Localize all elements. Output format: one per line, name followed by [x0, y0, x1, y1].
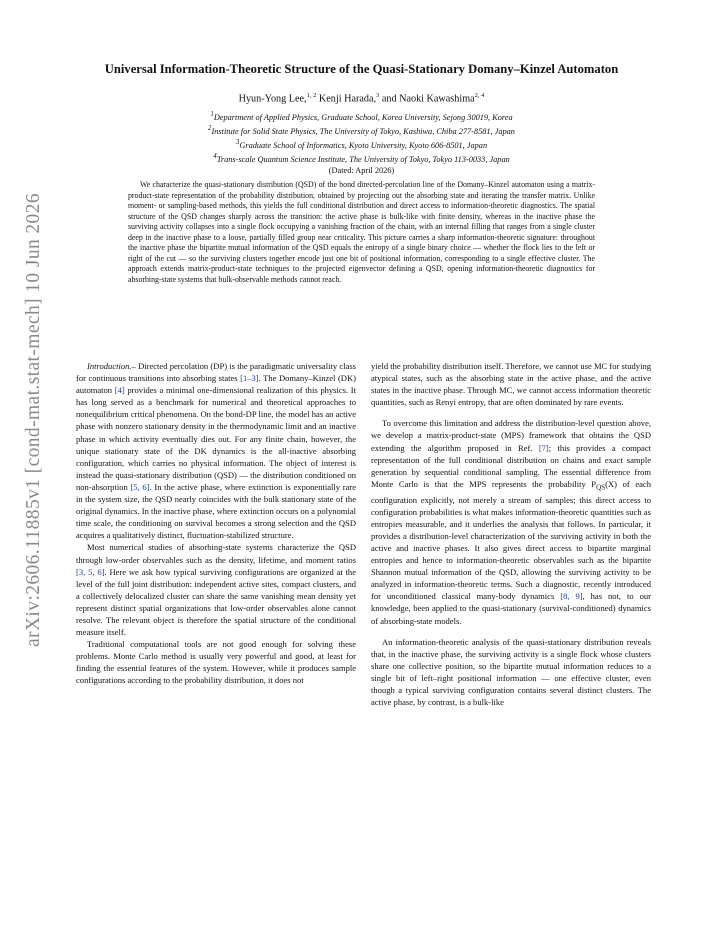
affiliation: [70, 151, 653, 165]
citation-link[interactable]: [7]: [538, 442, 549, 453]
affiliation: [70, 137, 653, 151]
arxiv-sidebar: [8, 0, 60, 932]
right-column: [371, 360, 651, 708]
affiliation: [70, 123, 653, 137]
text-run: . Here we ask how typical surviving configurations are organized at the level of the full joint distribution: independent active sites, compact clusters, and a collectively delocalized cluster can share the same vanishing mean density yet represent distinct spatial organizations that low-order observables alone cannot resolve. The relevant object is therefore the spatial structure of the conditional measure itself.: [76, 566, 357, 638]
text-run: . In the active phase, where extinction is exponentially rare in the system size, the QSD nearly coincides with the bulk stationary state of the original dynamics. In the inactive phase, where extinction occurs on a polynomial time scale, the conditioning on survival becomes a strong selection and the QSD acquires a qualitatively distinct, fluctuation-stabilized structure.: [76, 481, 357, 541]
text-run: . The Domany–Kinzel (DK) automaton: [76, 373, 356, 396]
affiliation-marker: 2: [208, 125, 212, 133]
citation-link[interactable]: [4]: [114, 385, 125, 396]
paper-title: Universal Information-Theoretic Structure of the Quasi-Stationary Domany–Kinzel Automaton: [104, 62, 619, 76]
affiliation-text: Department of Applied Physics, Graduate School, Korea University, Sejong 30019, Korea: [213, 112, 513, 122]
text-run: provides a minimal one-dimensional realization of this physics. It has long served as a benchmark for numerical and theoretical approaches to nonequilibrium critical phenomena. On the bond-DP line, the model has an active phase with nonzero stationary density in the thermodynamic limit and an inactive phase in which activity eventually dies out. For any finite chain, however, the unique stationary state of the DK dynamics is the all-inactive absorbing configuration, which carries no physical information. The object of interest is instead the quasi-stationary distribution (QSD) — the distribution conditioned on non-absorption: [76, 385, 357, 492]
subscript: QS: [596, 483, 606, 492]
affiliation: [70, 109, 653, 123]
arxiv-identifier: arXiv:2606.11885v1 [cond-mat.stat-mech] 10 Jun 2026: [23, 192, 44, 648]
affiliation-text: Trans-scale Quantum Science Institute, The University of Tokyo, Tokyo 113-0033, Japan: [216, 154, 510, 164]
affiliation-text: Graduate School of Informatics, Kyoto University, Kyoto 606-8501, Japan: [239, 140, 488, 150]
abstract: We characterize the quasi-stationary distribution (QSD) of the bond directed-percolation line of the Domany–Kinzel automaton using a matrix-product-state representation of the probability distribution, obtained by projecting out the absorbing state and iterating the transfer matrix. Unlike moment- or sampling-based methods, this yields the full conditional distribution and direct access to information-theoretic diagnostics. The spatial structure of the QSD changes sharply across the transition: the active phase is bulk-like with finite density, whereas in the inactive phase the surviving activity collapses into a single flock occupying a vanishing fraction of the chain, with an internal filling that ranges from a single cluster deep in the inactive phase to a loose, partially filled group near criticality. This picture carries a sharp information-theoretic signature: throughout the inactive phase the bipartite mutual information of the QSD equals the entropy of a single binary choice — whether the flock lies to the left or right of the cut — so the surviving clusters together encode just one bit of positional information, corresponding to a single effective cluster. The approach extends matrix-product-state techniques to the projected eigenvector defining a QSD, opening information-theoretic diagnostics for absorbing-state systems that bulk-observable methods cannot reach.: [128, 180, 595, 284]
citation-link[interactable]: [1–3]: [240, 373, 259, 384]
citation-link[interactable]: [5, 6]: [130, 481, 150, 492]
text-run: To overcome this limitation and address the distribution-level question above, we develop a matrix-product-state (MPS) framework that obtains the QSD extending the algorithm proposed in Ref.: [371, 418, 651, 453]
affiliation-marker: 4: [213, 153, 217, 161]
paragraph: yield the probability distribution itself. Therefore, we cannot use MC for studying atypical states, such as the absorbing state in the active phase, and the active states in the inactive phase. Through MC, we cannot access information theoretic quantities, such as Renyi entropy, that are often dominated by rare events.: [371, 361, 651, 408]
section-lead: Introduction.–: [87, 361, 136, 371]
paragraph: An information-theoretic analysis of the quasi-stationary distribution reveals that, in the inactive phase, the surviving activity is a single flock whose clusters share one collective position, so the bipartite mutual information reduces to a single bit of left–right positional information — one effective cluster, even though a typical surviving configuration contains several distinct clusters. The active phase, by contrast, is a bulk-like: [371, 636, 651, 708]
text-run: Most numerical studies of absorbing-state systems characterize the QSD through low-order observables such as the density, lifetime, and moment ratios: [76, 542, 356, 565]
affiliation-marker: 1: [210, 111, 214, 118]
affiliation-marker: 3: [235, 139, 240, 147]
author-list: [70, 92, 653, 104]
citation-link[interactable]: [8, 9]: [560, 591, 583, 602]
author-name: and Naoki Kawashima: [381, 93, 475, 105]
author-affiliation-marker: 2, 4: [474, 92, 485, 99]
paragraph: [371, 417, 651, 626]
date-line: (Dated: April 2026): [328, 166, 395, 176]
left-column: [76, 360, 356, 687]
author-name: Hyun-Yong Lee,: [238, 93, 307, 105]
text-run: Directed percolation (DP) is the paradigmatic universality class for continuous transitions into absorbing states: [76, 361, 356, 384]
affiliation-list: [70, 109, 653, 177]
citation-link[interactable]: [3, 5, 6]: [76, 566, 105, 577]
text-run: (X) of each configuration explicitly, not merely a stream of samples; this direct access to configuration probabilities is what makes information-theoretic quantities such as entropies measurable, and it underlies the analysis that follows. In particular, it provides a distribution-level characterization of the surviving activity in both the active and inactive phases. It also gives direct access to bipartite marginal entropies and hence to information-theoretic observables such as the bipartite Shannon mutual information of the QSD, allowing the surviving activity to be analyzed in information-theoretic terms. Such a diagnostic, recently introduced for unconditioned classical many-body dynamics: [371, 478, 651, 602]
affiliation-text: Institute for Solid State Physics, The University of Tokyo, Kashiwa, Chiba 277-8581, Japan: [211, 126, 515, 136]
text-run: ; this provides a compact representation of the full conditional distribution on chains and exact sample generation by sequential conditional sampling. The essential difference from Monte Carlo is that the MPS represents the probability P: [371, 442, 651, 489]
author-name: Kenji Harada,: [318, 93, 377, 105]
author-affiliation-marker: 1, 2: [306, 92, 317, 99]
paragraph: Traditional computational tools are not good enough for solving these problems. Monte Carlo method is usually very powerful and good, at least for finding the essential features of the system. However, while it produces sample configurations according to the probability distribution, it does not: [76, 639, 356, 686]
paragraph: [76, 360, 356, 541]
text-run: , has not, to our knowledge, been applied to the quasi-stationary (survival-conditioned) dynamics of absorbing-state models.: [371, 591, 651, 626]
author-affiliation-marker: 3: [376, 92, 380, 99]
paragraph: [76, 541, 356, 638]
